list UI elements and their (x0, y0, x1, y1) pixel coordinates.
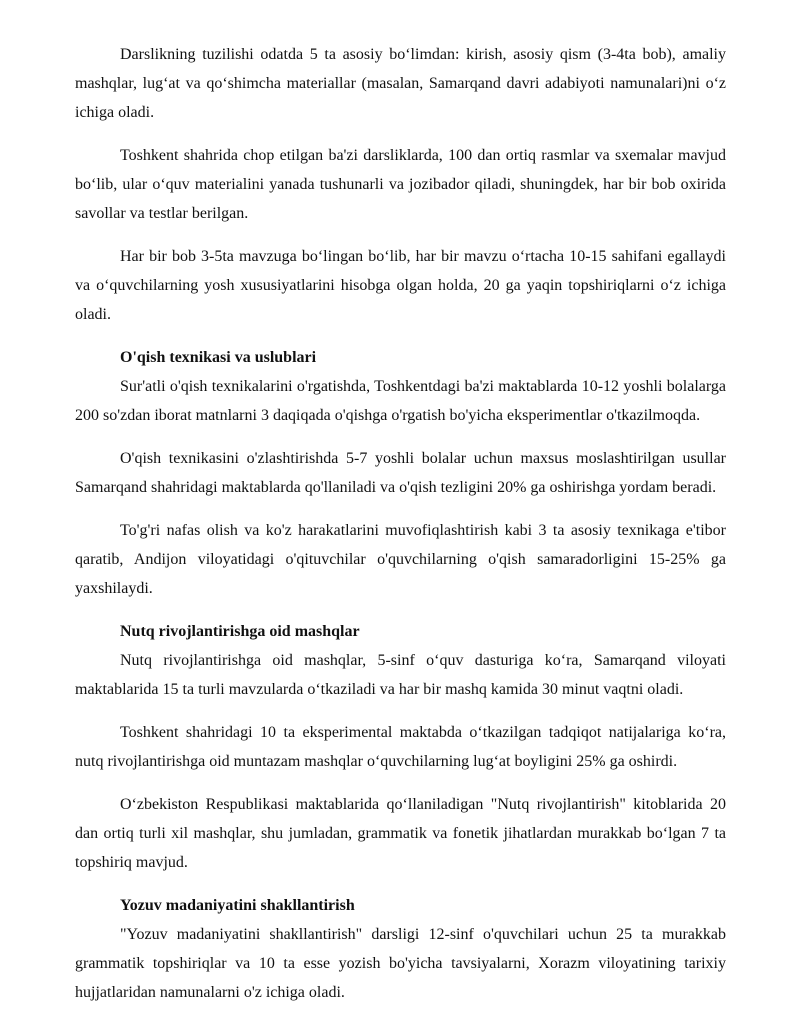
paragraph: O‘zbekiston Respublikasi maktablarida qo‘llaniladigan "Nutq rivojlantirish" kitoblarida 20 dan ortiq turli xil mashqlar, shu jumladan, grammatik va fonetik jihatlardan murakkab bo‘lgan 7 ta topshiriq mavjud. (75, 796, 726, 871)
section-writing-culture (75, 891, 726, 1007)
section-speech-development (75, 617, 726, 877)
section-heading: O'qish texnikasi va uslublari (120, 349, 317, 366)
paragraph: Toshkent shahridagi 10 ta eksperimental maktabda o‘tkazilgan tadqiqot natijalariga ko‘ra, nutq rivojlantirishga oid muntazam mashqlar o‘quvchilarning lug‘at boyligini 25% ga oshirdi. (75, 724, 726, 770)
paragraph: "Yozuv madaniyatini shakllantirish" darsligi 12-sinf o'quvchilari uchun 25 ta murakkab grammatik topshiriqlar va 10 ta esse yozish bo'yicha tavsiyalarni, Xorazm viloyatining tarixiy hujjatlaridan namunalarni o'z ichiga oladi. (75, 926, 726, 1001)
section-heading: Nutq rivojlantirishga oid mashqlar (120, 623, 360, 640)
paragraph: O'qish texnikasini o'zlashtirishda 5-7 yoshli bolalar uchun maxsus moslashtirilgan usullar Samarqand shahridagi maktablarda qo'llaniladi va o'qish tezligini 20% ga oshirishga yordam beradi. (75, 450, 726, 496)
paragraph: Sur'atli o'qish texnikalarini o'rgatishda, Toshkentdagi ba'zi maktablarda 10-12 yoshli bolalarga 200 so'zdan iborat matnlarni 3 daqiqada o'qishga o'rgatish bo'yicha eksperimentlar o'tkazilmoqda. (75, 378, 726, 424)
section-heading: Yozuv madaniyatini shakllantirish (120, 897, 355, 914)
paragraph: Nutq rivojlantirishga oid mashqlar, 5-sinf o‘quv dasturiga ko‘ra, Samarqand viloyati maktablarida 15 ta turli mavzularda o‘tkaziladi va har bir mashq kamida 30 minut vaqtni oladi. (75, 652, 726, 698)
paragraph: To'g'ri nafas olish va ko'z harakatlarini muvofiqlashtirish kabi 3 ta asosiy texnikaga e'tibor qaratib, Andijon viloyatidagi o'qituvchilar o'quvchilarning o'qish samaradorligini 15-25% ga yaxshilaydi. (75, 522, 726, 597)
paragraph-tashkent-textbooks: Toshkent shahrida chop etilgan ba'zi darsliklarda, 100 dan ortiq rasmlar va sxemalar mavjud bo‘lib, ular o‘quv materialini yanada tushunarli va jozibador qiladi, shuningdek, har bir bob oxirida savollar va testlar berilgan. (75, 147, 726, 222)
paragraph-structure: Darslikning tuzilishi odatda 5 ta asosiy bo‘limdan: kirish, asosiy qism (3-4ta bob), amaliy mashqlar, lug‘at va qo‘shimcha materiallar (masalan, Samarqand davri adabiyoti namunalari)ni o‘z ichiga oladi. (75, 46, 726, 121)
section-reading-technique (75, 343, 726, 603)
paragraph-chapters: Har bir bob 3-5ta mavzuga bo‘lingan bo‘lib, har bir mavzu o‘rtacha 10-15 sahifani egallaydi va o‘quvchilarning yosh xususiyatlarini hisobga olgan holda, 20 ga yaqin topshiriqlarni o‘z ichiga oladi. (75, 248, 726, 323)
document-page (75, 40, 726, 1007)
